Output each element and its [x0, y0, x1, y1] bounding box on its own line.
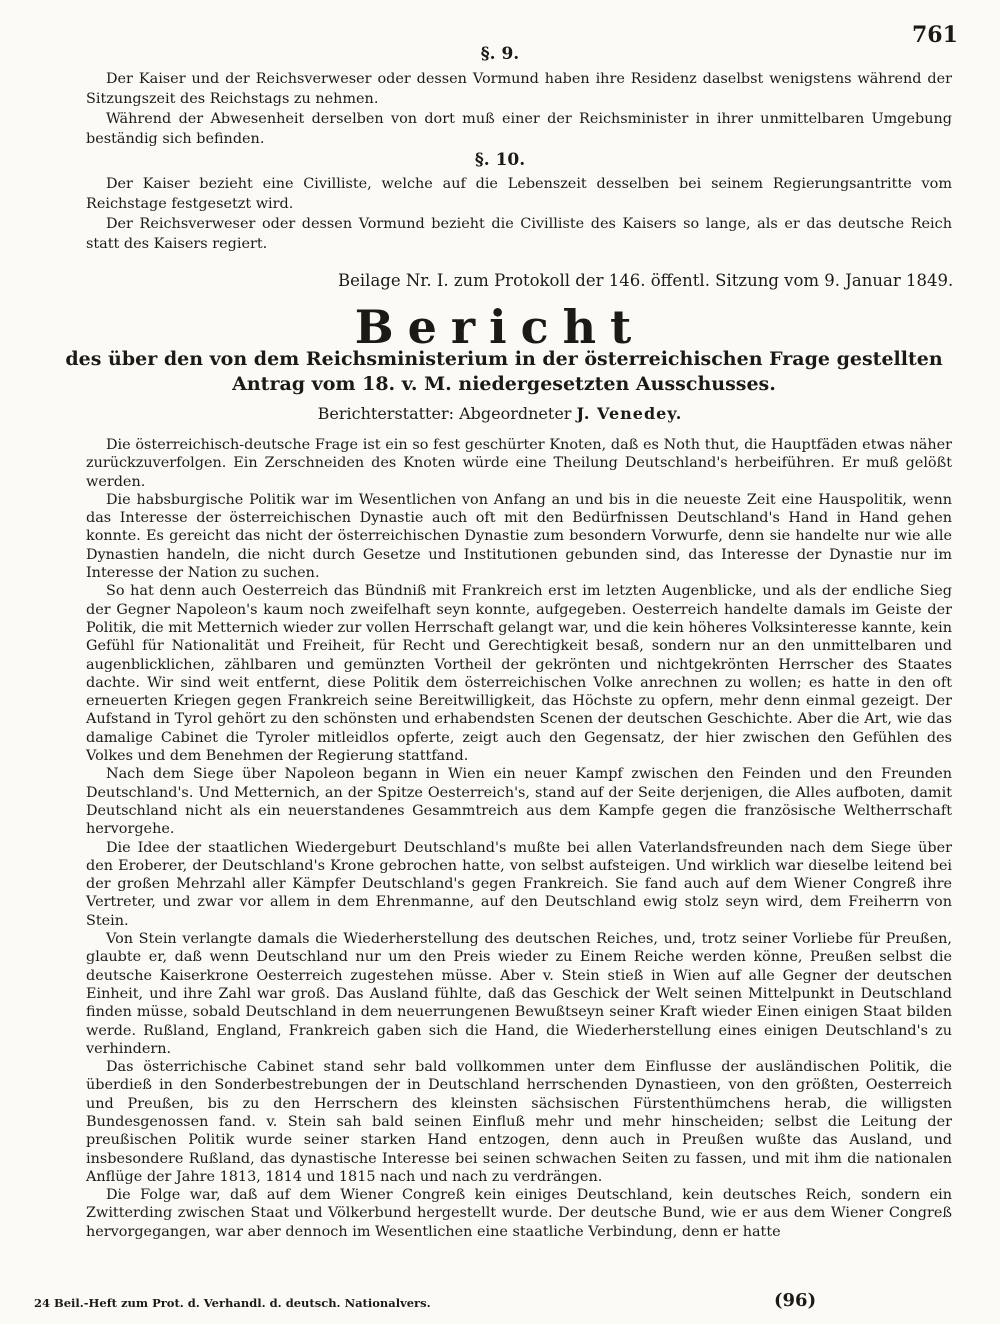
report-subtitle: des über den von dem Reichsministerium in der österreichischen Frage gestellten Antrag vom 18. v. M. niedergesetzten Ausschusses.	[65, 348, 943, 395]
reporter-line	[0, 404, 1000, 423]
paragraph: Während der Abwesenheit derselben von dort muß einer der Reichsminister in ihrer unmittelbaren Umgebung beständig sich befinden.	[86, 110, 952, 147]
section-9-text	[86, 70, 952, 150]
body-paragraph: Die österreichisch-deutsche Frage ist ein so fest geschürter Knoten, daß es Noth thut, die Hauptfäden etwas näher zurückzuverfolgen. Ein Zerschneiden des Knoten würde eine Theilung Deutschland's herbeiführen. Er muß gelößt werden.	[86, 437, 952, 490]
body-paragraph: Von Stein verlangte damals die Wiederherstellung des deutschen Reiches, und, trotz seiner Vorliebe für Preußen, glaubte er, daß wenn Deutschland nur um den Preis wieder zu Einem Reiche werden könne, Preußen selbst die deutsche Kaiserkrone Oesterreich zugestehen müsse. Aber v. Stein stieß in Wien auf alle Gegner der deutschen Einheit, und ihre Zahl war groß. Das Ausland fühlte, daß das Geschick der Welt seinen Mittelpunkt in Deutschland finden müsse, sobald Deutschland in dem neuerrungenen Bewußtseyn seiner Kraft wieder Einen einigen Staat bilden werde. Rußland, England, Frankreich gaben sich die Hand, die Wiederherstellung eines einigen Deutschland's zu verhindern.	[86, 931, 952, 1057]
report-body	[86, 436, 952, 1241]
page-number: 761	[912, 22, 958, 48]
paragraph: Der Kaiser und der Reichsverweser oder dessen Vormund haben ihre Residenz daselbst wenigstens während der Sitzungszeit des Reichstags zu nehmen.	[86, 71, 952, 107]
body-paragraph: Die habsburgische Politik war im Wesentlichen von Anfang an und bis in die neueste Zeit eine Hauspolitik, wenn das Interesse der österreichischen Dynastie auch oft mit den Bedürfnissen Deutschland's Hand in Hand gehen konnte. Es gereicht das nicht der österreichischen Dynastie zum besondern Vorwurfe, denn sie handelte nur wie alle Dynastien handeln, die nicht durch Gesetze und Institutionen gebunden sind, das Interesse der Dynastie nur im Interesse der Nation zu suchen.	[86, 491, 952, 582]
paragraph: Der Reichsverweser oder dessen Vormund bezieht die Civilliste des Kaisers so lange, als er das deutsche Reich statt des Kaisers regiert.	[86, 215, 952, 252]
paragraph: Der Kaiser bezieht eine Civilliste, welche auf die Lebenszeit desselben bei seinem Regierungsantritte vom Reichstage festgesetzt wird.	[86, 176, 952, 212]
section-heading-10: §. 10.	[474, 150, 526, 170]
footer-signature: 24 Beil.-Heft zum Prot. d. Verhandl. d. deutsch. Nationalvers.	[34, 1296, 431, 1310]
beilage-line: Beilage Nr. I. zum Protokoll der 146. öffentl. Sitzung vom 9. Januar 1849.	[338, 271, 954, 290]
body-paragraph: Nach dem Siege über Napoleon begann in Wien ein neuer Kampf zwischen den Feinden und den Freunden Deutschland's. Und Metternich, an der Spitze Oesterreich's, stand auf der Seite derjenigen, die Alles aufboten, damit Deutschland nicht als ein neuerstandenes Gesammtreich aus dem Kampfe gegen die französische Weltherrschaft hervorgehe.	[86, 766, 952, 838]
reporter-label: Berichterstatter: Abgeordneter	[317, 404, 572, 423]
body-paragraph: Die Folge war, daß auf dem Wiener Congreß kein einiges Deutschland, kein deutsches Reich, sondern ein Zwitterding zwischen Staat und Völkerbund hergestellt wurde. Der deutsche Bund, wie er aus dem Wiener Congreß hervorgegangen, war aber dennoch im Wesentlichen eine staatliche Verbindung, denn er hatte	[86, 1187, 952, 1240]
section-heading-9: §. 9.	[480, 44, 520, 64]
body-paragraph: Die Idee der staatlichen Wiedergeburt Deutschland's mußte bei allen Vaterlandsfreunden nach dem Siege über den Eroberer, der Deutschland's Krone gebrochen hatte, von selbst aufsteigen. Und wirklich war dieselbe leitend bei der großen Mehrzahl aller Kämpfer Deutschland's gegen Frankreich. Sie fand auch auf dem Wiener Congreß ihre Vertreter, und zwar vor allem in dem Ehrenmanne, auf den Deutschland ewig stolz seyn wird, dem Freiherrn von Stein.	[86, 839, 952, 929]
report-title: Bericht	[354, 300, 646, 354]
footer-sheet-number: (96)	[774, 1290, 817, 1311]
section-10-text	[86, 175, 952, 255]
reporter-name: J. Venedey.	[576, 404, 683, 423]
body-paragraph: So hat denn auch Oesterreich das Bündniß mit Frankreich erst im letzten Augenblicke, und als der endliche Sieg der Gegner Napoleon's kaum noch zweifelhaft seyn konnte, aufgegeben. Oesterreich handelte damals im Geiste der Politik, die mit Metternich wieder zur vollen Herrschaft gelangt war, und die kein höheres Volksinteresse kannte, kein Gefühl für Nationalität und Freiheit, für Recht und Gerechtigkeit besaß, sondern nur an den unmittelbaren und augenblicklichen, zählbaren und gemünzten Vortheil der gekrönten und nichtgekrönten Herrscher des Staates dachte. Wir sind weit entfernt, diese Politik dem österreichischen Volke anrechnen zu wollen; es hatte in den oft erneuerten Kriegen gegen Frankreich seine Bereitwilligkeit, das Höchste zu opfern, mehr denn einmal gezeigt. Der Aufstand in Tyrol gehört zu den schönsten und erhabendsten Scenen der deutschen Geschichte. Aber die Art, wie das damalige Cabinet die Tyroler mitleidlos opferte, zeigt auch den Gegensatz, der hier zwischen den Gefühlen des Volkes und dem Benehmen der Regierung stattfand.	[86, 583, 952, 765]
body-paragraph: Das österrichische Cabinet stand sehr bald vollkommen unter dem Einflusse der ausländischen Politik, die überdieß in den Sonderbestrebungen der in Deutschland herrschenden Dynastieen, von den größten, Oesterreich und Preußen, bis zu den Herrschern des kleinsten sächsischen Fürstenthümchens herab, die willigsten Bundesgenossen fand. v. Stein sah bald seinen Einfluß mehr und mehr hinscheiden; selbst die Leitung der preußischen Politik wurde seiner starken Hand entzogen, denn auch in Preußen wußte das Ausland, und insbesondere Rußland, das dynastische Interesse bei seinen schwachen Seiten zu fassen, und mit ihm die nationalen Anflüge der Jahre 1813, 1814 und 1815 nach und nach zu verdrängen.	[86, 1059, 952, 1185]
